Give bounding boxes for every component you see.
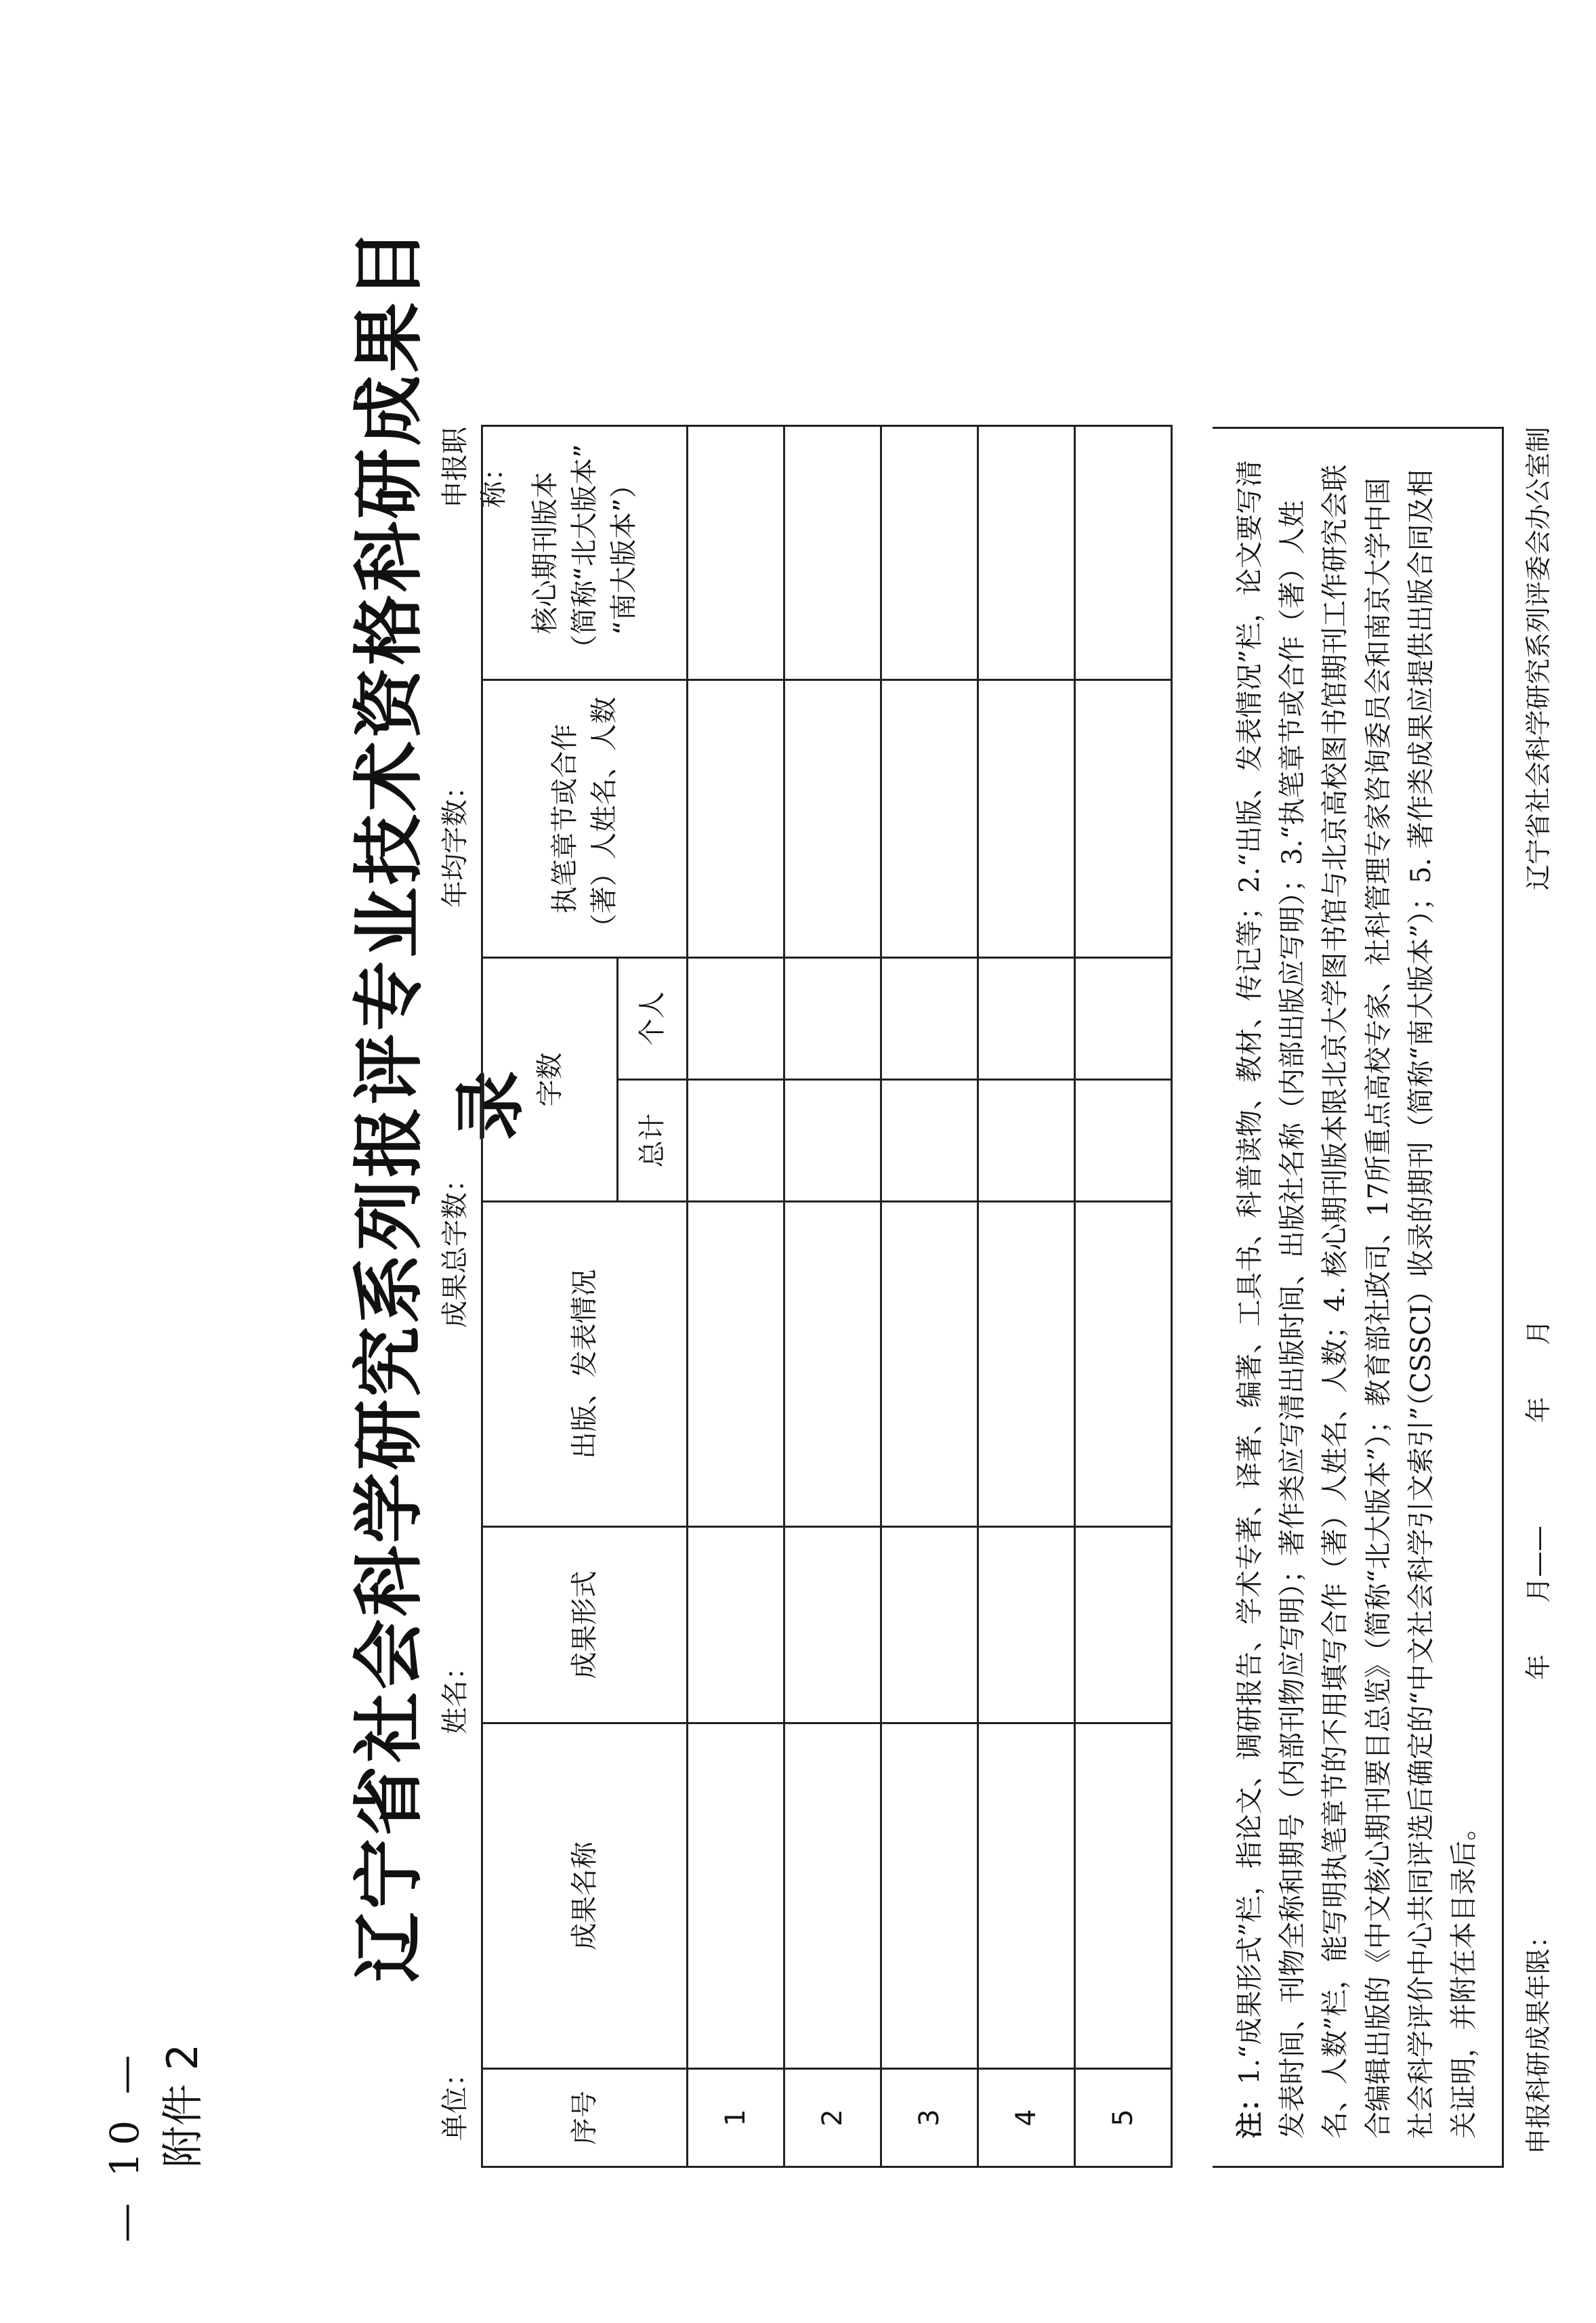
cell-words-total[interactable]: [1075, 1080, 1172, 1202]
rotated-sheet: [102, 226, 1553, 2242]
cell-words-total[interactable]: [688, 1080, 784, 1202]
table-row: [688, 426, 784, 2167]
cell-publish[interactable]: [688, 1202, 784, 1527]
notes-label: 注：: [1234, 2085, 1265, 2139]
col-coauthor-header: [482, 680, 688, 958]
cell-form[interactable]: [881, 1527, 978, 1723]
cell-publish[interactable]: [784, 1202, 881, 1527]
col-publish-header: 出版、发表情况: [482, 1202, 688, 1527]
notes-text: 1.“成果形式”栏，指论文、调研报告、学术专著、译著、编著、工具书、科普读物、教材、传记等；2.“出版、发表情况”栏，论文要写清发表时间、刊物全称和期号（内部刊物应写明）；著作类应写清出版时间、出版社名称（内部出版应写明）；3.“执笔章节或合作（著）人姓名、人数”栏，能写明执笔章节的不用填写合作（著）人姓名、人数；4. 核心期刊版本限北京大学图书馆与北京高校图书馆期刊工作研究会联合编辑出版的《中文核心期刊要目总览》（简称“北大版本”）；教育部社政司、17所重点高校专家、社科管理专家咨询委员会和南京大学中国社会科学评价中心共同评选后确定的“中文社会科学引文索引”（CSSCI）收录的期刊（简称“南大版本”）；5. 著作类成果应提供出版合同及相关证明，并附在本目录后。: [1234, 459, 1479, 2139]
name-label: 姓名：: [440, 1653, 471, 1734]
attachment-label: 附件 2: [158, 2043, 207, 2168]
table-row: [784, 426, 881, 2167]
col-words-personal-header: 个人: [618, 958, 688, 1080]
cell-words-personal[interactable]: [881, 958, 978, 1080]
cell-name[interactable]: [881, 1723, 978, 2069]
table-row: [978, 426, 1075, 2167]
footer: [1517, 427, 1558, 2168]
total-words-label: 成果总字数：: [440, 1165, 471, 1328]
row-index: 1: [688, 2069, 784, 2167]
unit-label: 单位：: [440, 2059, 471, 2141]
cell-core[interactable]: [978, 426, 1075, 680]
cell-coauthor[interactable]: [1075, 680, 1172, 958]
row-index: 5: [1075, 2069, 1172, 2167]
row-index: 3: [881, 2069, 978, 2167]
cell-words-total[interactable]: [784, 1080, 881, 1202]
results-table: [481, 425, 1173, 2168]
cell-publish[interactable]: [1075, 1202, 1172, 1527]
cell-form[interactable]: [688, 1527, 784, 1723]
col-core-header: [482, 426, 688, 680]
cell-name[interactable]: [688, 1723, 784, 2069]
header-fields: [434, 427, 509, 2168]
footer-range-value: 年 月—— 年 月: [1524, 1319, 1553, 1680]
cell-coauthor[interactable]: [688, 680, 784, 958]
document-title: 辽宁省社会科学研究系列报评专业技术资格科研成果目录: [348, 226, 532, 1983]
col-form-header: 成果形式: [482, 1527, 688, 1723]
cell-name[interactable]: [1075, 1723, 1172, 2069]
cell-words-personal[interactable]: [1075, 958, 1172, 1080]
table-row: [881, 426, 978, 2167]
cell-core[interactable]: [1075, 426, 1172, 680]
cell-name[interactable]: [978, 1723, 1075, 2069]
cell-form[interactable]: [784, 1527, 881, 1723]
avg-words-label: 年均字数：: [440, 772, 471, 908]
cell-words-personal[interactable]: [688, 958, 784, 1080]
col-name-header: 成果名称: [482, 1723, 688, 2069]
title-label: 申报职称：: [440, 427, 509, 508]
core-line2: （简称“北大版本”: [569, 444, 600, 662]
col-words-header: 字数: [482, 958, 618, 1202]
cell-publish[interactable]: [881, 1202, 978, 1527]
footer-org: 辽宁省社会科学研究系列评委会办公室制: [1524, 427, 1553, 891]
cell-form[interactable]: [1075, 1527, 1172, 1723]
cell-coauthor[interactable]: [881, 680, 978, 958]
cell-coauthor[interactable]: [784, 680, 881, 958]
core-line1: 核心期刊版本: [530, 472, 561, 634]
cell-words-total[interactable]: [881, 1080, 978, 1202]
cell-core[interactable]: [881, 426, 978, 680]
cell-publish[interactable]: [978, 1202, 1075, 1527]
col-words-total-header: 总计: [618, 1080, 688, 1202]
table-row: [1075, 426, 1172, 2167]
footer-range-label: 申报科研成果年限：: [1524, 1922, 1553, 2154]
coauthor-line2: （著）人姓名、人数: [589, 696, 620, 941]
cell-form[interactable]: [978, 1527, 1075, 1723]
core-line3: “南大版本”）: [608, 471, 639, 635]
cell-core[interactable]: [784, 426, 881, 680]
cell-coauthor[interactable]: [978, 680, 1075, 958]
row-index: 4: [978, 2069, 1075, 2167]
col-index-header: 序号: [482, 2069, 688, 2167]
coauthor-line1: 执笔章节或合作: [549, 724, 581, 914]
cell-words-personal[interactable]: [978, 958, 1075, 1080]
cell-words-total[interactable]: [978, 1080, 1075, 1202]
cell-name[interactable]: [784, 1723, 881, 2069]
notes-box: [1213, 427, 1504, 2168]
cell-words-personal[interactable]: [784, 958, 881, 1080]
cell-core[interactable]: [688, 426, 784, 680]
page-number: — 10 —: [102, 2048, 148, 2242]
row-index: 2: [784, 2069, 881, 2167]
